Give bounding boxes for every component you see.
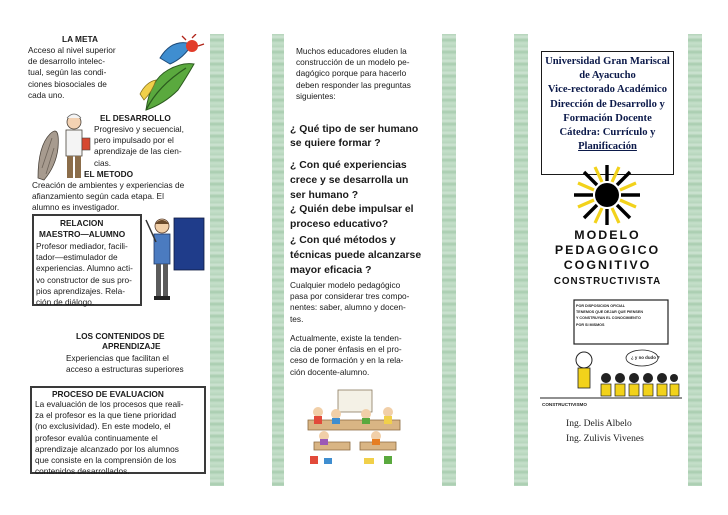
decorative-stripe (514, 34, 528, 486)
relacion-title: RELACION (60, 218, 104, 228)
university-logo-icon (572, 162, 642, 228)
question-2: ¿ Con qué experiencias crece y se desarrolla un ser humano ? (290, 160, 409, 201)
author-1: Ing. Delis Albelo (566, 418, 632, 429)
metodo-text: Creación de ambientes y experiencias de afianzamiento según cada etapa. El alumno es investigador. (32, 180, 185, 213)
evaluacion-text: La evaluación de los procesos que reali- za el profesor es la que tiene prioridad (no exclusividad). En este modelo, el profesor evalúa continuamente el aprendizaje alcanzado por los alumnos que consiste en la comprensión de los contenidos desarrollados. (35, 399, 184, 477)
contenidos-text: Experiencias que facilitan el acceso a estructuras superiores (66, 353, 184, 375)
decorative-stripe (210, 34, 224, 486)
author-2: Ing. Zulivis Vivenes (566, 433, 644, 444)
contenidos-title: LOS CONTENIDOS DE (76, 331, 165, 341)
institution-box (541, 51, 674, 175)
relacion-subtitle: MAESTRO—ALUMNO (39, 229, 126, 239)
meta-title: LA META (62, 34, 98, 44)
constructivism-cartoon (540, 298, 682, 414)
relacion-text: Profesor mediador, facili- tador—estimulador de experiencias. Alumno acti- vo constructor de sus pro- pios aprendizajes. Rela- ción de diálogo. (36, 241, 133, 308)
brochure-panel-middle (284, 34, 438, 486)
tendency-paragraph: Actualmente, existe la tenden- cia de poner énfasis en el pro- ceso de formación y en la rela- ción docente-alumno. (290, 333, 404, 377)
brochure-panel-left (26, 34, 208, 486)
decorative-stripe (442, 34, 456, 486)
metodo-title: EL METODO (84, 169, 134, 179)
contenidos-subtitle: APRENDIZAJE (102, 341, 161, 351)
institution-planificacion: Planificación (578, 141, 637, 153)
components-paragraph: Cualquier modelo pedagógico pasa por considerar tres compo- nentes: saber, alumno y docen- tes. (290, 280, 410, 324)
meta-text: Acceso al nivel superior de desarrollo intelec- tual, según las condi- ciones biosociales de cada uno. (28, 45, 116, 100)
desarrollo-title: EL DESARROLLO (100, 113, 171, 123)
institution-catedra: Cátedra: Currículo y (559, 127, 656, 139)
cartoon-bubble: ¿ y no dudo ? (631, 355, 660, 360)
institution-formacion: Formación Docente (563, 112, 652, 124)
evaluacion-title: PROCESO DE EVALUACION (52, 389, 164, 399)
cartoon-sign-text: POR DISPOSICION OFICIAL TENEMOS QUE DEJAR QUE PIENSEN Y CONSTRUYAN EL CONOCIMIENTO POR SI MISMOS (576, 304, 644, 327)
intro-paragraph: Muchos educadores eluden la construcción de un modelo pe- dagógico porque para hacerlo deben responder las preguntas siguientes: (296, 46, 411, 101)
model-title: MODELO PEDAGOGICO COGNITIVO (554, 228, 661, 273)
institution-direccion: Dirección de Desarrollo y (550, 98, 665, 110)
plant-illustration-icon (138, 34, 206, 112)
question-4: ¿ Con qué métodos y técnicas puede alcanzarse mayor eficacia ? (290, 235, 422, 276)
institution-city: de Ayacucho (579, 70, 636, 82)
relacion-box (32, 214, 142, 306)
question-1: ¿ Qué tipo de ser humano se quiere formar ? (290, 124, 419, 149)
question-3: ¿ Quién debe impulsar el proceso educativo? (290, 204, 414, 230)
decorative-stripe (688, 34, 702, 486)
institution-name: Universidad Gran Mariscal (545, 56, 670, 67)
teacher-illustration-icon (144, 212, 206, 308)
model-subtitle: CONSTRUCTIVISTA (553, 276, 662, 287)
brochure-panel-cover (530, 34, 685, 486)
classroom-illustration-icon (304, 386, 404, 468)
desarrollo-text: Progresivo y secuencial, pero impulsado por el aprendizaje de las cien- cias. (94, 124, 184, 168)
institution-vicerrectorado: Vice-rectorado Académico (547, 84, 668, 96)
evaluacion-box (30, 386, 206, 477)
cartoon-caption: CONSTRUCTIVISMO (542, 402, 587, 407)
